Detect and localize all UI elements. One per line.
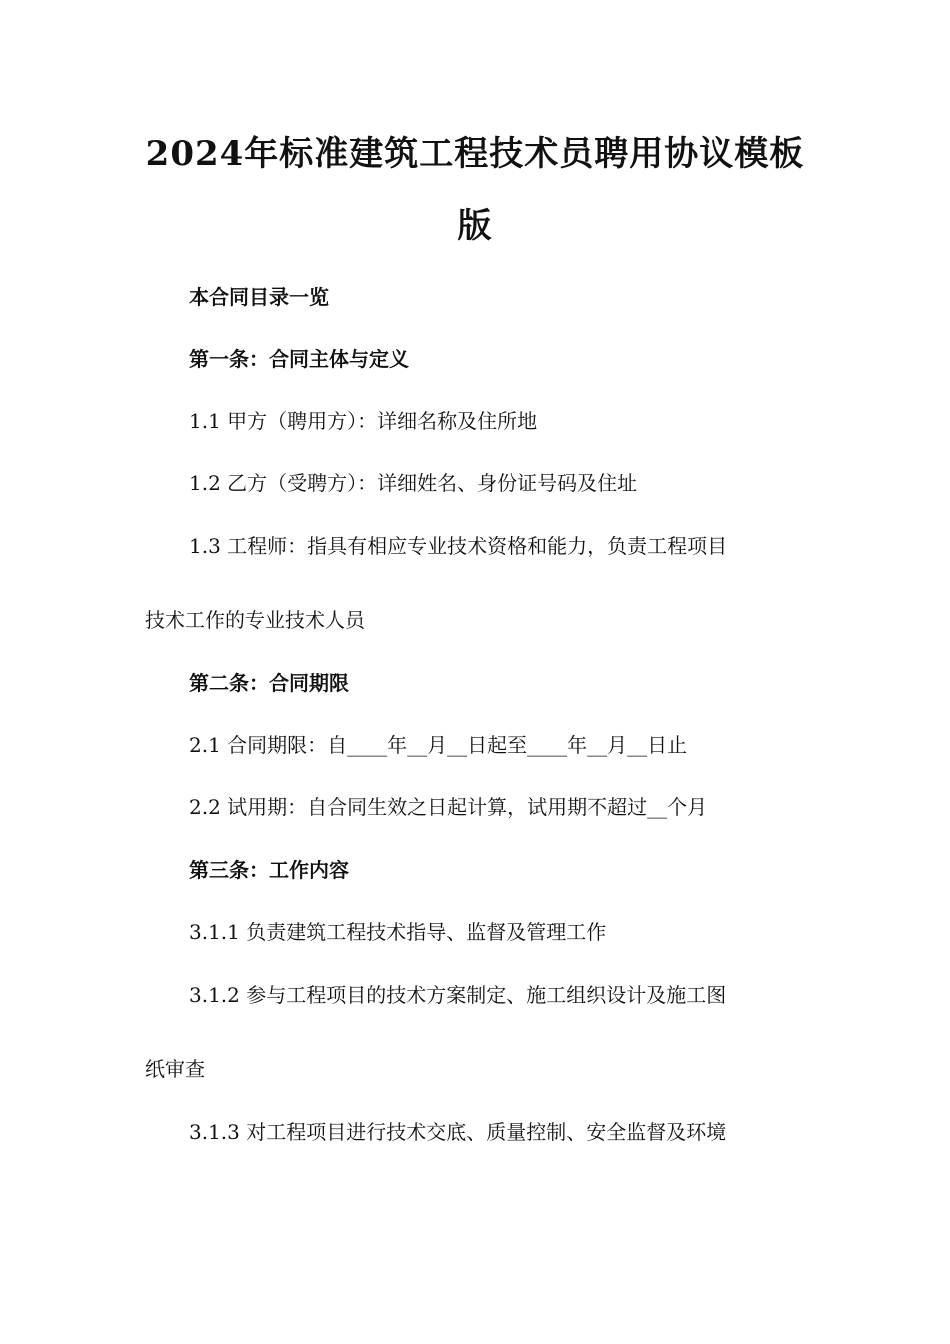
- section-1-heading: 第一条：合同主体与定义: [189, 347, 409, 371]
- document-title-line-1: 2024年标准建筑工程技术员聘用协议模板: [145, 134, 805, 174]
- clause-3-1-3: 3.1.3 对工程项目进行技术交底、质量控制、安全监督及环境: [189, 1120, 727, 1144]
- clause-2-2: 2.2 试用期：自合同生效之日起计算，试用期不超过__个月: [189, 795, 708, 819]
- clause-1-3-continued: 技术工作的专业技术人员: [145, 608, 365, 632]
- clause-3-1-2-continued: 纸审查: [145, 1057, 205, 1081]
- clause-2-1: 2.1 合同期限：自____年__月__日起至____年__月__日止: [189, 733, 688, 757]
- clause-1-1: 1.1 甲方（聘用方）：详细名称及住所地: [189, 409, 538, 433]
- section-3-heading: 第三条：工作内容: [189, 858, 349, 882]
- clause-1-3: 1.3 工程师：指具有相应专业技术资格和能力，负责工程项目: [189, 534, 728, 558]
- document-title-line-2: 版: [457, 206, 493, 246]
- clause-3-1-2: 3.1.2 参与工程项目的技术方案制定、施工组织设计及施工图: [189, 983, 727, 1007]
- clause-3-1-1: 3.1.1 负责建筑工程技术指导、监督及管理工作: [189, 920, 607, 944]
- toc-heading: 本合同目录一览: [189, 285, 329, 309]
- section-2-heading: 第二条：合同期限: [189, 671, 349, 695]
- clause-1-2: 1.2 乙方（受聘方）：详细姓名、身份证号码及住址: [189, 471, 638, 495]
